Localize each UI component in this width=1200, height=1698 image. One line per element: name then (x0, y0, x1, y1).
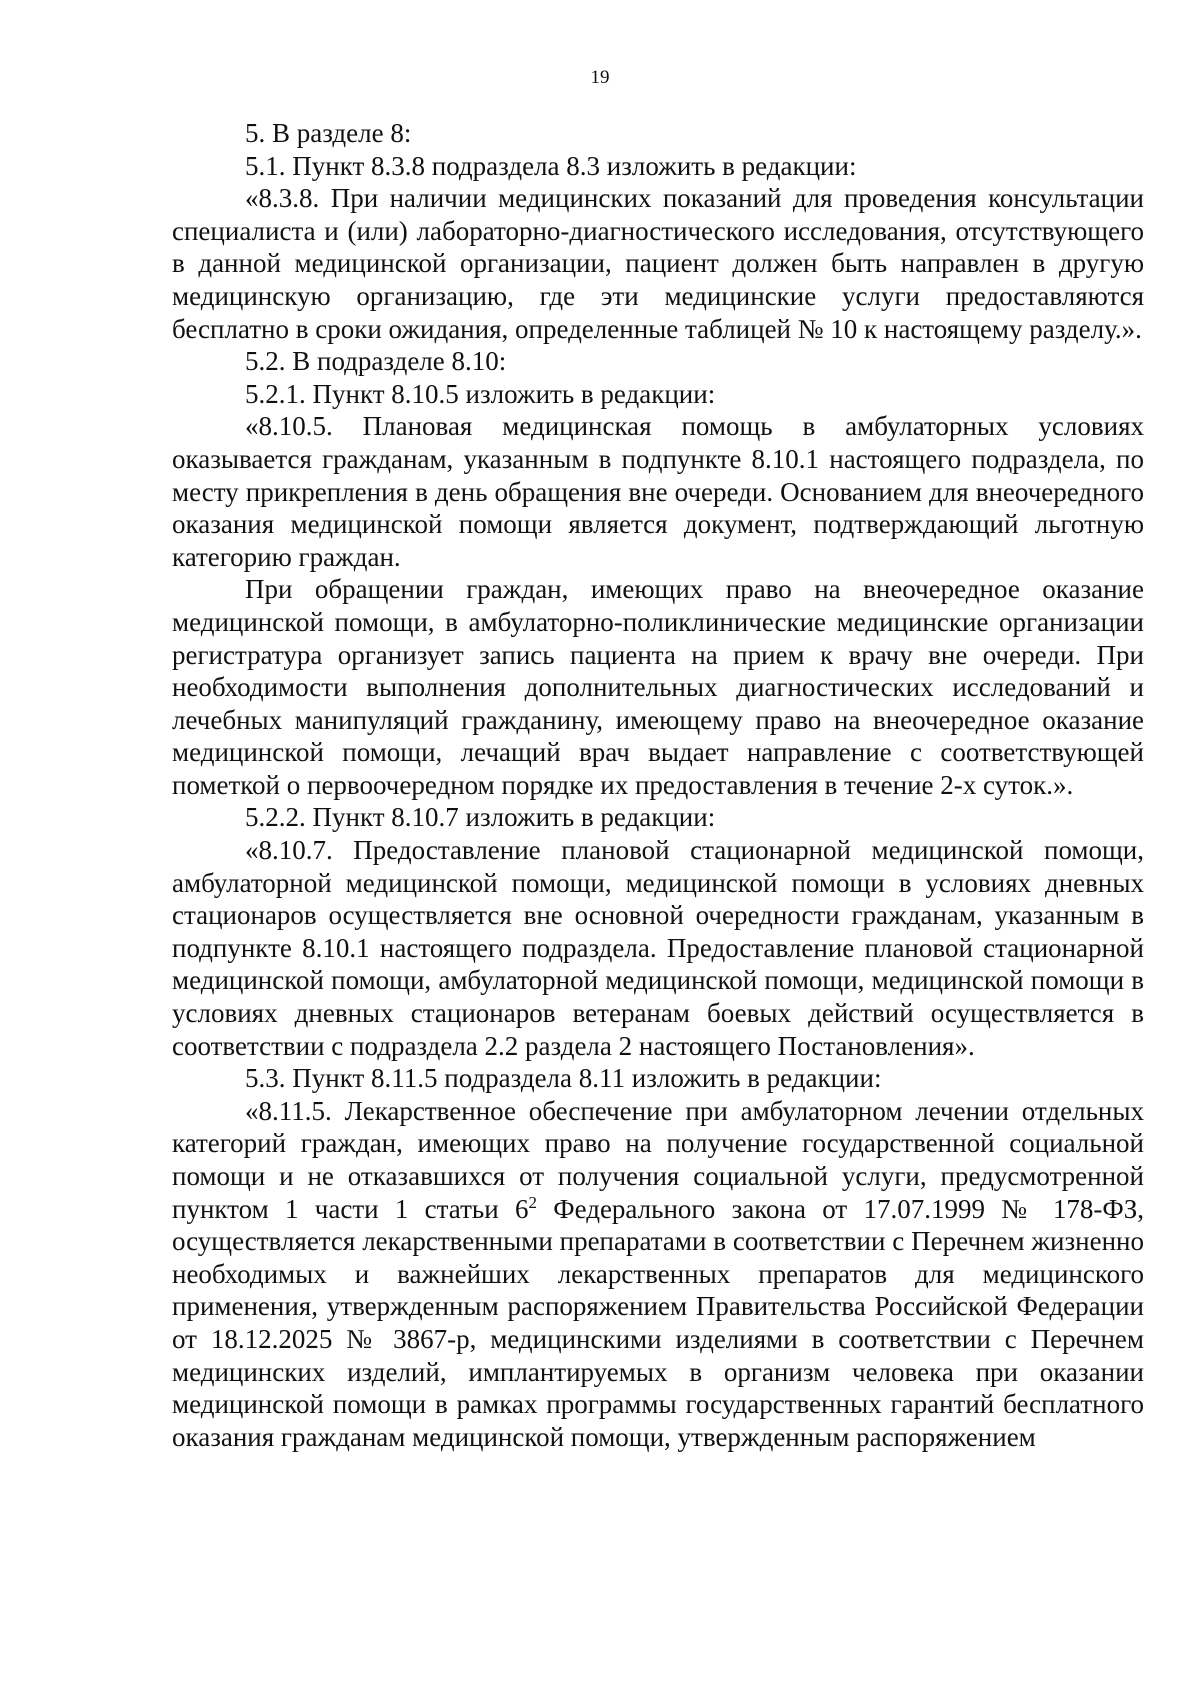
article-superscript: 2 (528, 1192, 537, 1212)
paragraph-5-1: 5.1. Пункт 8.3.8 подраздела 8.3 изложить в редакции: (245, 150, 857, 181)
page-number: 19 (590, 67, 610, 88)
paragraph-5-2: 5.2. В подразделе 8.10: (245, 346, 507, 377)
paragraph-section-5: 5. В разделе 8: (245, 118, 412, 148)
paragraph-8-10-5: «8.10.5. Плановая медицинская помощь в амбулаторных условиях оказывается гражданам, указанным в подпункте 8.10.1 настоящего подраздела, по месту прикрепления в день обращения вне очереди. Основанием для внеочередного оказания медицинской помощи является документ, подтверждающий льготную категорию граждан. (172, 411, 1144, 572)
paragraph-5-2-1: 5.2.1. Пункт 8.10.5 изложить в редакции: (245, 378, 716, 409)
paragraph-8-3-8: «8.3.8. При наличии медицинских показаний для проведения консультации специалиста и (или) лабораторно-диагностического исследования, отсутствующего в данной медицинской организации, пациент должен быть направлен в другую медицинскую организацию, где эти медицинские услуги предоставляются бесплатно в сроки ожидания, определенные таблицей № 10 к настоящему разделу.». (172, 183, 1144, 344)
paragraph-8-11-5-start: «8.11.5. Лекарственное обеспечение при амбулаторном лечении отдельных категорий граждан, имеющих право на получение государственной социальной помощи и не отказавшихся от получения социальной услуги, предусмотренной пунктом 1 части 1 статьи 6 (172, 1095, 1144, 1224)
paragraph-8-10-5-continued: При обращении граждан, имеющих право на внеочередное оказание медицинской помощи, в амбулаторно-поликлинические медицинские организации регистратура организует запись пациента на прием к врачу вне очереди. При необходимости выполнения дополнительных диагностических исследований и лечебных манипуляций гражданину, имеющему право на внеочередное оказание медицинской помощи, лечащий врач выдает направление с соответствующей пометкой о первоочередном порядке их предоставления в течение 2-х суток.». (172, 574, 1144, 800)
paragraph-8-10-7: «8.10.7. Предоставление плановой стационарной медицинской помощи, амбулаторной медицинской помощи, медицинской помощи в условиях дневных стационаров осуществляется вне основной очередности гражданам, указанным в подпункте 8.10.1 настоящего подраздела. Предоставление плановой стационарной медицинской помощи, амбулаторной медицинской помощи, медицинской помощи в условиях дневных стационаров ветеранам боевых действий осуществляется в соответствии с подраздела 2.2 раздела 2 настоящего Постановления». (172, 835, 1144, 1061)
paragraph-8-11-5-end: Федерального закона от 17.07.1999 № 178-ФЗ, осуществляется лекарственными препаратами в соответствии с Перечнем жизненно необходимых и важнейших лекарственных препаратов для медицинского применения, утвержденным распоряжением Правительства Российской Федерации от 18.12.2025 № 3867-р, медицинскими изделиями в соответствии с Перечнем медицинских изделий, имплантируемых в организм человека при оказании медицинской помощи в рамках программы государственных гарантий бесплатного оказания гражданам медицинской помощи, утвержденным распоряжением (172, 1193, 1144, 1452)
paragraph-5-3: 5.3. Пункт 8.11.5 подраздела 8.11 изложить в редакции: (245, 1063, 882, 1094)
paragraph-8-11-5 (172, 1095, 1144, 1454)
document-body (172, 117, 1144, 1453)
paragraph-5-2-2: 5.2.2. Пункт 8.10.7 изложить в редакции: (245, 802, 716, 833)
